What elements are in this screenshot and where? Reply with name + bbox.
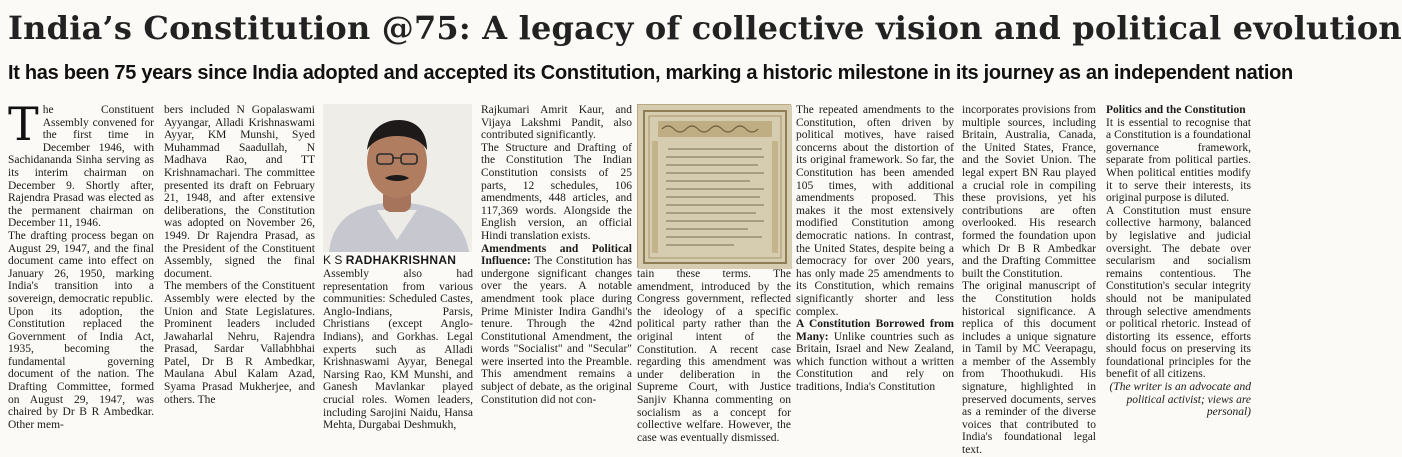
col-f-p2-text: Unlike countries such as Britain, Israel and New Zealand, which function without a written Constitution and rely on traditions, India's Constitution <box>796 330 954 394</box>
col-f-p2 <box>796 318 954 394</box>
constitution-manuscript-image <box>637 104 791 268</box>
col-b-p2: The members of the Constituent Assembly were elected by the Union and State Legislatures. Prominent leaders included Jawaharlal Nehru, Rajendra Prasad, Sardar Vallabhbhai Patel, Dr B R Ambedkar, Maulana Abul Kalam Azad, Syama Prasad Mukherjee, and others. The <box>164 280 315 406</box>
col-a-p1: he Constituent Assembly convened for the first time in December 1946, with Sachidananda Sinha serving as its interim chairman on December 9. Shortly after, Rajendra Prasad was elected as the permanent chairman on December 11, 1946. <box>8 104 154 230</box>
column-3 <box>323 268 473 432</box>
col-d-p1: Rajkumari Amrit Kaur, and Vijaya Lakshmi Pandit, also contributed significantly. <box>481 104 632 142</box>
author-photo <box>323 104 472 252</box>
politics-subheading: Politics and the Constitution <box>1106 104 1246 116</box>
col-c-p1: Assembly also had representation from various communities: Scheduled Castes, Anglo-Indians, Parsis, Christians (except Anglo-Indians), and Gorkhas. Legal experts such as Alladi Krishnaswami Ayyar, Benegal Narsing Rao, KM Munshi, and Ganesh Mavlankar played crucial roles. Women leaders, including Sarojini Naidu, Hansa Mehta, Durgabai Deshmukh, <box>323 268 473 432</box>
col-d-p2: The Structure and Drafting of the Constitution The Indian Constitution consists of 25 parts, 12 schedules, 106 amendments, 448 articles, and 117,369 words. Alongside the English version, an official Hindi translation exists. <box>481 141 632 242</box>
amendments-subheading: Amendments and Political Influence: <box>481 242 632 268</box>
col-e-p1: tain these terms. The amendment, introduced by the Congress government, reflected the ideology of a specific political party rather than the original intent of the Constitution. A recent case regarding this amendment was under deliberation in the Supreme Court, with Justice Sanjiv Khanna commenting on socialism as a concept for collective welfare. However, the case was eventually dismissed. <box>637 268 791 444</box>
borrowed-subheading: A Constitution Borrowed from Many: <box>796 318 954 343</box>
column-7 <box>962 104 1096 457</box>
col-f-p1: The repeated amendments to the Constitution, often driven by political motives, have raised concerns about the distortion of its original framework. So far, the Constitution has been amended 105 times, with additional amendments proposed. This makes it the most extensively modified Constitution among democratic nations. In contrast, the United States, despite being a democracy for over 200 years, has only made 25 amendments to its Constitution, which remains significantly shorter and less complex. <box>796 104 954 318</box>
col-g-p1: incorporates provisions from multiple sources, including Britain, Australia, Canada, the United States, France, and the Soviet Union. The legal expert BN Rau played a crucial role in compiling these provisions, yet his contributions are often overlooked. His research formed the foundation upon which Dr B R Ambedkar and the Drafting Committee built the Constitution. <box>962 104 1096 280</box>
col-g-p2: The original manuscript of the Constitution holds historical significance. A replica of this document includes a unique signature in Tamil by MC Veerapagu, a member of the Assembly from Thoothukudi. His signature, highlighted in preserved documents, serves as a reminder of the diverse voices that contributed to India's foundational legal text. <box>962 280 1096 457</box>
byline-surname: RADHAKRISHNAN <box>345 253 457 267</box>
manuscript-page-icon <box>638 105 792 269</box>
col-a-p2: The drafting process began on August 29, 1947, and the final document came into effect on January 26, 1950, marking India's transition into a sovereign, democratic republic. <box>8 229 154 305</box>
column-2 <box>164 104 315 428</box>
column-4 <box>481 104 632 428</box>
drop-cap: T <box>8 97 39 151</box>
headline: India’s Constitution @75: A legacy of collective vision and political evolution <box>8 9 1402 47</box>
byline <box>323 253 472 267</box>
col-b-p1: bers included N Gopalaswami Ayyangar, Alladi Krishnaswami Ayyar, KM Munshi, Syed Muhammad Saadullah, N Madhava Rao, and TT Krishnamachari. The committee presented its draft on February 21, 1948, and after extensive deliberations, the Constitution was adopted on November 26, 1949. Dr Rajendra Prasad, as the President of the Constituent Assembly, signed the final document. <box>164 104 315 280</box>
col-h-p1: It is essential to recognise that a Constitution is a foundational governance framework, separate from political parties. When political entities modify it to serve their interests, its original purpose is diluted. <box>1106 116 1251 205</box>
subhead: It has been 75 years since India adopted and accepted its Constitution, marking a historic milestone in its journey as an independent nation <box>8 62 1293 84</box>
col-d-p3 <box>481 243 632 407</box>
author-portrait-icon <box>323 104 472 252</box>
byline-initials: K S <box>323 253 343 267</box>
column-5 <box>637 268 791 444</box>
col-a-p3: Upon its adoption, the Constitution replaced the Government of India Act, 1935, becoming the fundamental governing document of the nation. The Drafting Committee, formed on August 29, 1947, was chaired by Dr B R Ambedkar. Other mem- <box>8 305 154 431</box>
column-1 <box>8 97 154 431</box>
lead-paragraph <box>8 97 154 230</box>
col-h-p2: A Constitution must ensure collective harmony, balanced by legislative and judicial oversight. The debate over secularism and socialism remains contentious. The Constitution's secular integrity should not be manipulated through selective amendments or political rhetoric. Instead of distorting its essence, efforts should focus on preserving its foundational principles for the benefit of all citizens. <box>1106 204 1251 381</box>
col-d-p3-text: The Constitution has undergone significant changes over the years. A notable amendment took place during Prime Minister Indira Gandhi's tenure. Through the 42nd Constitutional Amendment, the words "Socialist" and "Secular" were inserted into the Preamble. This amendment remains a subject of debate, as the original Constitution did not con- <box>481 255 632 406</box>
writer-note: (The writer is an advocate and political activist; views are personal) <box>1109 381 1251 419</box>
column-6 <box>796 104 954 428</box>
column-8 <box>1106 104 1251 428</box>
